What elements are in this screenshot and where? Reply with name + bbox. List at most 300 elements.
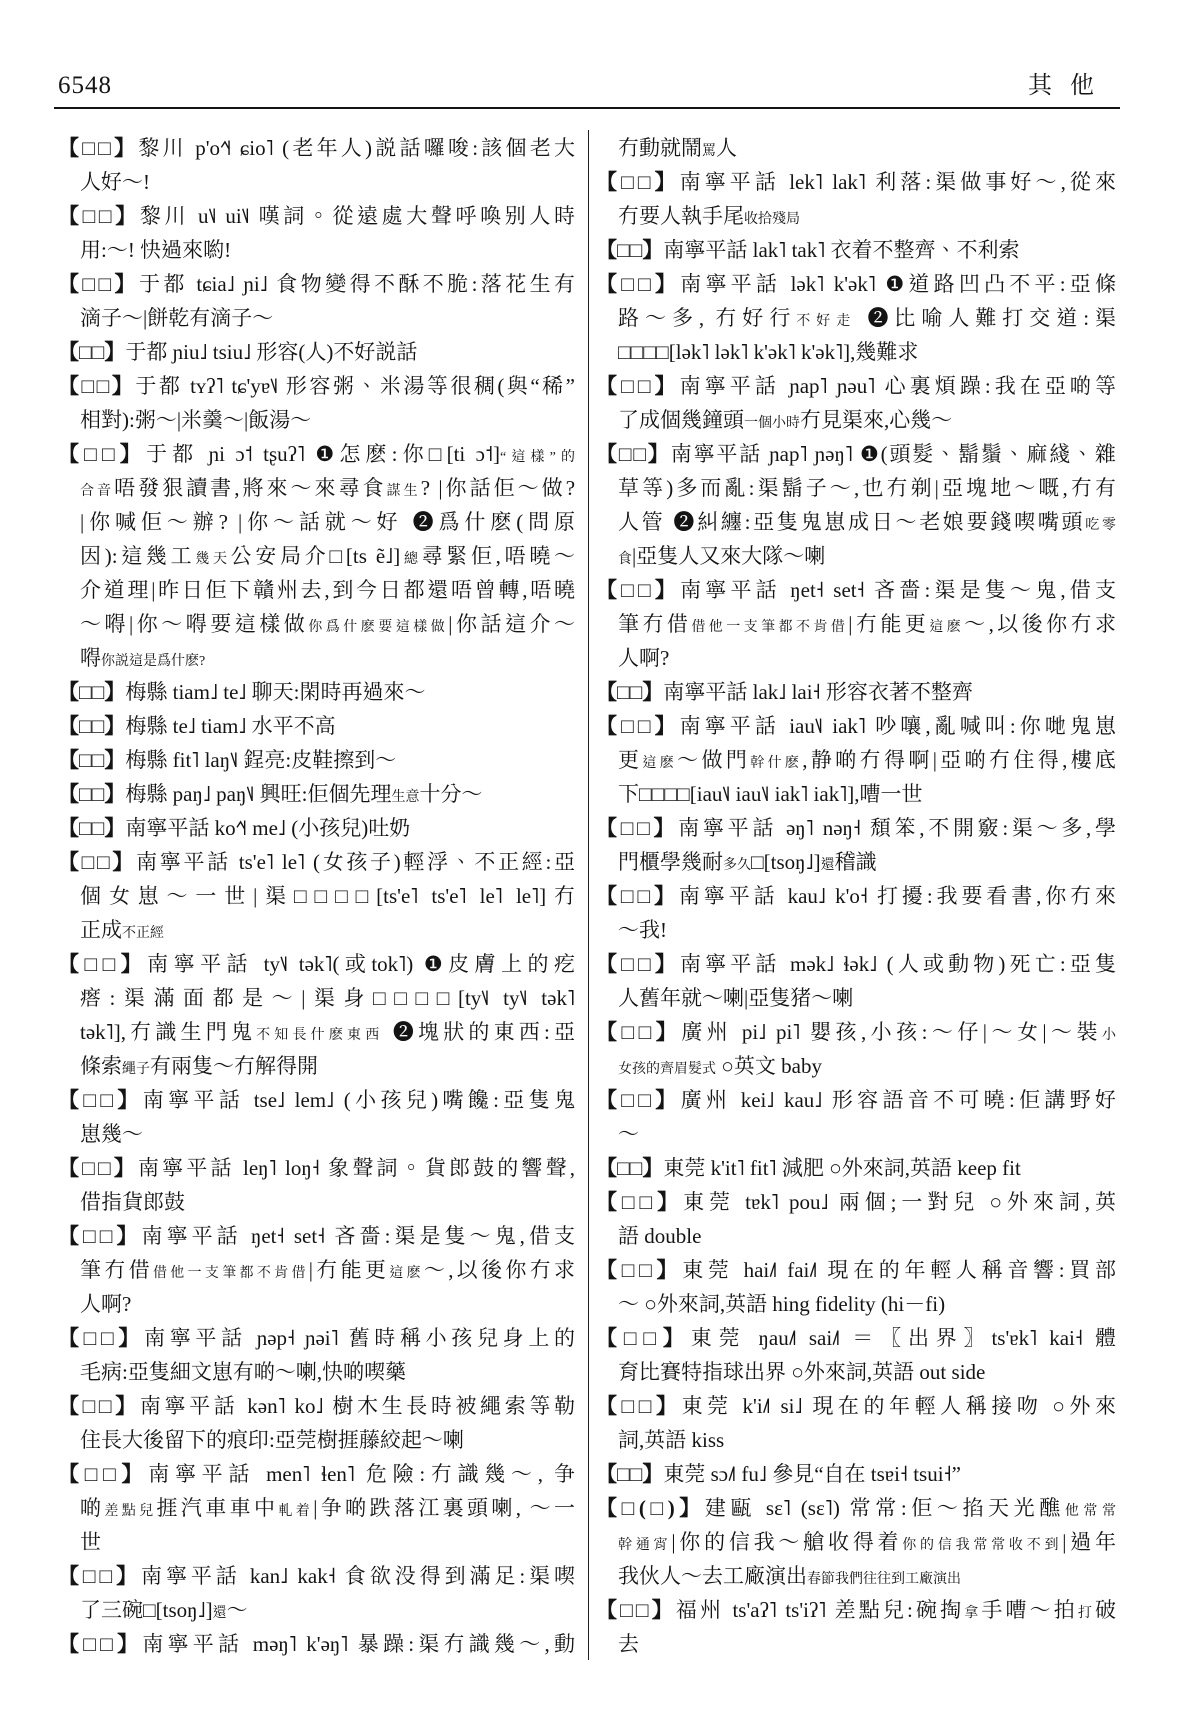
- entry-text: 世: [80, 1530, 101, 1554]
- entry-line: [58, 1321, 575, 1355]
- entry-text: 南寧平話 kən˥ ko˩ 樹木生長時被繩索等勒: [139, 1394, 575, 1418]
- entry-line: [58, 1559, 575, 1593]
- entry-text: |你喊佢～辦? |你～話就～好 ❷爲什麽(問原: [80, 510, 575, 534]
- right-column: [596, 131, 1116, 1661]
- entry-line: [596, 1049, 1116, 1083]
- inline-gloss: 吃零: [1085, 518, 1117, 533]
- entry-text: 相對):粥～|米羹～|飯湯～: [80, 408, 312, 432]
- dictionary-entry: [58, 369, 575, 437]
- inline-gloss: 差點兒: [104, 1504, 157, 1519]
- entry-headword: 【□□】: [596, 1598, 676, 1622]
- entry-text: 南寧平話 lak˥ tak˥ 衣着不整齊、不利索: [663, 238, 1020, 262]
- dictionary-entry: [596, 233, 1116, 267]
- entry-text: 東莞 k'it˥ fit˥ 減肥 ○外來詞,英語 keep fit: [663, 1156, 1021, 1180]
- dictionary-entry: [596, 1491, 1116, 1593]
- entry-text: |你話這介～: [448, 612, 575, 636]
- entry-text: 去: [618, 1632, 639, 1656]
- entry-line: [596, 641, 1116, 675]
- dictionary-entry: [596, 879, 1116, 947]
- entry-headword: 【□□】: [596, 1190, 684, 1214]
- entry-text: 公安局介□[ts ẽ˩]: [230, 544, 401, 568]
- dictionary-entry: [58, 709, 575, 743]
- inline-gloss: 小: [1102, 1028, 1116, 1043]
- entry-headword: 【□□】: [596, 272, 681, 296]
- entry-text: 手嘈～拍: [981, 1598, 1078, 1622]
- entry-line: [58, 845, 575, 879]
- entry-line: [596, 233, 1116, 267]
- inline-gloss: 一個小時: [744, 416, 800, 431]
- inline-gloss: 拿: [964, 1606, 982, 1621]
- entry-line: [58, 1015, 575, 1049]
- inline-gloss: 罵: [702, 144, 716, 159]
- inline-gloss: 他常常: [1064, 1504, 1116, 1519]
- entry-text: 南寧平話 iau˥˩ iak˥ 吵嚷,亂喊叫:你哋鬼崽: [679, 714, 1116, 738]
- entry-text: 滴子～|餅乾有滴子～: [80, 306, 274, 330]
- entry-headword: 【□□】: [596, 680, 664, 704]
- entry-line: [596, 1491, 1116, 1525]
- entry-text: ～ ○外來詞,英語 hing fidelity (hi－fi): [618, 1292, 946, 1316]
- entry-text: 南寧平話 leŋ˥ loŋ˧ 象聲詞。貨郎鼓的響聲,: [138, 1156, 575, 1180]
- entry-text: 人: [716, 136, 737, 160]
- entry-line: [596, 165, 1116, 199]
- entry-text: 東莞 ŋau˩˥ sai˩˥ ＝〖出界〗ts'ɐk˥ kai˧ 體: [690, 1326, 1116, 1350]
- entry-text: 尋緊佢,唔曉～: [421, 544, 576, 568]
- entry-text: ～嘚|你～嘚要這樣做: [80, 612, 309, 636]
- entry-text: 冇見渠來,心幾～: [800, 408, 953, 432]
- entry-text: 廣州 kei˩ kau˩ 形容語音不可曉:佢講野好: [680, 1088, 1117, 1112]
- entry-line: [58, 811, 575, 845]
- entry-text: 東莞 hai˩˥ fai˩˥ 現在的年輕人稱音響:買部: [682, 1258, 1116, 1282]
- entry-text: 南寧平話 ŋet˧ set˧ 吝嗇:渠是隻～鬼,借支: [680, 578, 1116, 602]
- entry-headword: 【□□】: [58, 136, 139, 160]
- entry-text: 南寧平話 kan˩ kak˧ 食欲没得到滿足:渠喫: [141, 1564, 575, 1588]
- entry-line: [58, 131, 575, 165]
- entry-text: 育比賽特指球出界 ○外來詞,英語 out side: [618, 1360, 986, 1384]
- dictionary-entry: [58, 1151, 575, 1219]
- dictionary-entry: [596, 1083, 1116, 1151]
- entry-headword: 【□□】: [596, 884, 679, 908]
- entry-text: 黎川 p'o˧˥˧ ɕio˥ (老年人)説話囉唆:該個老大: [138, 136, 575, 160]
- entry-line: [58, 301, 575, 335]
- entry-text: 稽識: [834, 850, 877, 874]
- entry-text: ～,以後你冇求: [964, 612, 1117, 636]
- entry-text: 個女崽～一世|渠□□□□[ts'e˥ ts'e˥ le˥ le˥]冇: [80, 884, 575, 908]
- header-rule: [54, 107, 1120, 109]
- entry-headword: 【□□】: [58, 1224, 142, 1248]
- entry-line: [58, 1049, 575, 1083]
- entry-line: [596, 675, 1116, 709]
- entry-line: [58, 1491, 575, 1525]
- dictionary-entry: [596, 1389, 1116, 1457]
- entry-text: 南寧平話 ɲəp˧ ɲəi˥ 舊時稱小孩兒身上的: [144, 1326, 575, 1350]
- entry-line: [58, 947, 575, 981]
- dictionary-entry: [596, 267, 1116, 369]
- entry-line: [58, 1355, 575, 1389]
- entry-line: [596, 1457, 1116, 1491]
- dictionary-entry: [596, 1185, 1116, 1253]
- entry-headword: 【□□】: [596, 442, 671, 466]
- entry-line: [58, 1219, 575, 1253]
- dictionary-entry: [58, 335, 575, 369]
- entry-line: [596, 1083, 1116, 1117]
- entry-text: 人好～!: [80, 170, 150, 194]
- dictionary-entry: [58, 1083, 575, 1151]
- entry-text: ? |你話佢～做?: [420, 476, 576, 500]
- entry-headword: 【□□】: [58, 340, 126, 364]
- entry-text: 破: [1095, 1598, 1116, 1622]
- inline-gloss: 幹通宵: [618, 1538, 672, 1553]
- entry-line: [58, 471, 575, 505]
- entry-headword: 【□□】: [58, 1088, 143, 1112]
- entry-text: 瘩:渠滿面都是～|渠身□□□□[ty˥˩ ty˥˩ tək˥: [80, 986, 575, 1010]
- entry-text: 梅縣 te˩ tiam˩ 水平不高: [125, 714, 336, 738]
- entry-text: 于都 tʏʔ˥ tɕ'yɐ˥˩ 形容粥、米湯等很稠(與“稀”: [135, 374, 575, 398]
- entry-headword: 【□□】: [596, 952, 680, 976]
- entry-text: 于都 ɲiu˩ tsiu˩ 形容(人)不好説話: [125, 340, 418, 364]
- entry-line: [596, 709, 1116, 743]
- inline-gloss: 軋着: [278, 1504, 314, 1519]
- entry-line: [596, 301, 1116, 335]
- entry-headword: 【□□】: [596, 1258, 683, 1282]
- entry-line: [58, 199, 575, 233]
- entry-line: [596, 913, 1116, 947]
- entry-line: [596, 335, 1116, 369]
- entry-line: [58, 1525, 575, 1559]
- entry-text: □□□□[lək˥ lək˥ k'ək˥ k'ək˥],幾難求: [618, 340, 919, 364]
- entry-headword: 【□□】: [58, 680, 126, 704]
- entry-line: [596, 811, 1116, 845]
- entry-text: 黎川 u˥˩ ui˥˩ 嘆詞。從遠處大聲呼喚别人時: [139, 204, 575, 228]
- inline-gloss: 你説這是爲什麽?: [101, 654, 206, 669]
- inline-gloss: 幹什麽: [750, 756, 803, 771]
- inline-gloss: 打: [1077, 1606, 1095, 1621]
- entry-headword: 【□□】: [596, 1020, 682, 1044]
- entry-line: [58, 403, 575, 437]
- entry-text: 南寧平話 lek˥ lak˥ 利落:渠做事好～,從來: [679, 170, 1116, 194]
- dictionary-entry: [58, 675, 575, 709]
- inline-gloss: 不好走: [796, 314, 857, 329]
- column-divider: [588, 130, 589, 1660]
- entry-text: ～: [226, 1598, 248, 1622]
- entry-headword: 【□□】: [58, 272, 139, 296]
- entry-text: 借指貨郎鼓: [80, 1190, 185, 1214]
- dictionary-entry: [58, 131, 575, 199]
- entry-line: [58, 505, 575, 539]
- entry-text: 有兩隻～冇解得開: [150, 1054, 318, 1078]
- inline-gloss: 還: [212, 1606, 227, 1621]
- entry-headword: 【□□】: [58, 204, 140, 228]
- entry-text: 毛病:亞隻細文崽有啲～喇,快啲喫藥: [80, 1360, 407, 1384]
- dictionary-entry: [58, 1219, 575, 1321]
- entry-line: [596, 1117, 1116, 1151]
- entry-line: [596, 1321, 1116, 1355]
- entry-headword: 【□□】: [596, 170, 680, 194]
- entry-text: 了成個幾鐘頭: [618, 408, 744, 432]
- entry-text: 介道理|昨日佢下贛州去,到今日都還唔曾轉,唔曉: [80, 578, 575, 602]
- entry-text: 南寧平話 məŋ˥ k'əŋ˥ 暴躁:渠冇識幾～,動: [142, 1632, 575, 1656]
- entry-text: 南寧平話 lək˥ k'ək˥ ❶道路凹凸不平:亞條: [680, 272, 1116, 296]
- entry-line: [596, 1593, 1116, 1627]
- entry-text: 人舊年就～喇|亞隻猪～喇: [618, 986, 854, 1010]
- entry-line: [58, 1287, 575, 1321]
- entry-line: [596, 777, 1116, 811]
- entry-line: [596, 743, 1116, 777]
- entry-line: [596, 1185, 1116, 1219]
- entry-text: |冇能更: [308, 1258, 390, 1282]
- dictionary-entry: [596, 1015, 1116, 1083]
- dictionary-entry: [596, 1321, 1116, 1389]
- entry-headword: 【□□】: [596, 1156, 664, 1180]
- entry-text: 筆冇借: [80, 1258, 153, 1282]
- entry-line: [596, 539, 1116, 573]
- entry-line: [58, 267, 575, 301]
- entry-line: [596, 267, 1116, 301]
- entry-text: 人管 ❷糾纏:亞隻鬼崽成日～老娘要錢喫嘴頭: [618, 510, 1086, 534]
- entry-line: [596, 437, 1116, 471]
- entry-line: [596, 131, 1116, 165]
- entry-text: ❷比喻人難打交道:渠: [856, 306, 1117, 330]
- entry-text: 梅縣 tiam˩ te˩ 聊天:閑時再過來～: [125, 680, 426, 704]
- entry-text: 嘚: [80, 646, 101, 670]
- entry-text: 南寧平話 mək˩ ɬək˩ (人或動物)死亡:亞隻: [679, 952, 1116, 976]
- entry-line: [596, 505, 1116, 539]
- entry-text: 南寧平話 tse˩ lem˩ (小孩兒)嘴饞:亞隻鬼: [142, 1088, 575, 1112]
- dictionary-entry: [596, 573, 1116, 675]
- dictionary-entry: [58, 1457, 575, 1559]
- dictionary-entry: [596, 437, 1116, 573]
- entry-line: [58, 607, 575, 641]
- entry-text: 東莞 sɔ˩˥ fu˩ 參見“自在 tsɐi˧ tsui˧”: [663, 1462, 961, 1486]
- entry-text: 條索: [80, 1054, 122, 1078]
- entry-line: [58, 437, 575, 471]
- left-column: [58, 131, 575, 1661]
- entry-text: |冇能更: [848, 612, 930, 636]
- dictionary-entry: [596, 675, 1116, 709]
- entry-headword: 【□□】: [596, 1462, 664, 1486]
- entry-headword: 【□□】: [58, 1462, 149, 1486]
- entry-headword: 【□(□)】: [596, 1496, 705, 1520]
- entry-line: [596, 845, 1116, 879]
- inline-gloss: 食: [618, 552, 632, 567]
- entry-headword: 【□□】: [58, 1564, 142, 1588]
- entry-text: ～: [618, 1122, 639, 1146]
- dictionary-entry: [596, 1253, 1116, 1321]
- entry-line: [596, 1253, 1116, 1287]
- inline-gloss: 收拾殘局: [744, 212, 800, 227]
- inline-gloss: 借他一支筆都不肯借: [691, 620, 849, 635]
- entry-text: 南寧平話 ɲap˥ ɲəŋ˥ ❶(頭髮、鬍鬚、麻綫、雜: [670, 442, 1116, 466]
- entry-line: [596, 471, 1116, 505]
- entry-headword: 【□□】: [58, 714, 126, 738]
- entry-text: 廣州 pi˩ pi˥ 嬰孩,小孩:～仔|～女|～裝: [681, 1020, 1102, 1044]
- entry-text: 唔發狠讀書,將來～來尋食: [114, 476, 387, 500]
- entry-line: [58, 165, 575, 199]
- entry-line: [58, 1457, 575, 1491]
- entry-line: [58, 1083, 575, 1117]
- entry-text: 十分～: [419, 782, 483, 806]
- inline-gloss: 幾天: [195, 552, 231, 567]
- entry-line: [58, 369, 575, 403]
- dictionary-entry: [596, 1457, 1116, 1491]
- entry-line: [58, 1151, 575, 1185]
- entry-headword: 【□□】: [58, 782, 126, 806]
- entry-headword: 【□□】: [58, 374, 136, 398]
- inline-gloss: 合音: [80, 484, 115, 499]
- entry-text: tək˥],冇識生門鬼: [80, 1020, 257, 1044]
- entry-line: [58, 675, 575, 709]
- entry-headword: 【□□】: [58, 748, 126, 772]
- entry-text: ○英文 baby: [716, 1054, 823, 1078]
- entry-line: [58, 335, 575, 369]
- entry-line: [596, 607, 1116, 641]
- dictionary-entry: [596, 1151, 1116, 1185]
- entry-headword: 【□□】: [596, 714, 680, 738]
- entry-line: [58, 539, 575, 573]
- entry-headword: 【□□】: [596, 1088, 681, 1112]
- entry-text: |你的信我～艙收得着: [671, 1530, 903, 1554]
- entry-line: [596, 1151, 1116, 1185]
- entry-text: 南寧平話 ɲap˥ ɲəu˥ 心裏煩躁:我在亞啲等: [679, 374, 1116, 398]
- entry-line: [596, 981, 1116, 1015]
- entry-text: ,静啲冇得啊|亞啲冇住得,樓底: [802, 748, 1117, 772]
- dictionary-entry: [58, 1559, 575, 1627]
- entry-line: [596, 403, 1116, 437]
- entry-line: [58, 233, 575, 267]
- entry-line: [58, 879, 575, 913]
- dictionary-entry: [596, 1593, 1116, 1661]
- entry-text: 于都 tɕia˩ ɲi˩ 食物變得不酥不脆:落花生有: [138, 272, 575, 296]
- entry-text: ～做門: [677, 748, 751, 772]
- entry-text: □[tsoŋ˩]: [751, 850, 821, 874]
- entry-line: [58, 573, 575, 607]
- entry-headword: 【□□】: [58, 816, 126, 840]
- entry-text: 南寧平話 əŋ˥ nəŋ˧ 頹笨,不開竅:渠～多,學: [678, 816, 1117, 840]
- entry-headword: 【□□】: [596, 1326, 691, 1350]
- entry-text: 更: [618, 748, 643, 772]
- inline-gloss: 繩子: [122, 1062, 150, 1077]
- entry-line: [58, 913, 575, 947]
- entry-headword: 【□□】: [58, 1156, 138, 1180]
- entry-headword: 【□□】: [596, 816, 679, 840]
- entry-text: 南寧平話 men˥ ɬen˥ 危險:冇識幾～, 争: [148, 1462, 575, 1486]
- entry-text: 東莞 tɐk˥ pou˩ 兩個;一對兒 ○外來詞,英: [683, 1190, 1116, 1214]
- entry-text: 建甌 sɛ˥ (sɛ˥) 常常:佢～掐天光醮: [704, 1496, 1065, 1520]
- entry-headword: 【□□】: [596, 238, 664, 262]
- entry-headword: 【□□】: [58, 1394, 140, 1418]
- dictionary-entry: [58, 1627, 575, 1661]
- entry-text: 草等)多而亂:渠鬍子～,也冇剃|亞塊地～嘅,冇有: [618, 476, 1116, 500]
- entry-text: 正成: [80, 918, 122, 942]
- inline-gloss: 你的信我常常收不到: [902, 1538, 1063, 1553]
- entry-line: [58, 1185, 575, 1219]
- entry-headword: 【□□】: [58, 1326, 145, 1350]
- dictionary-entry: [58, 811, 575, 845]
- inline-gloss: 生意: [391, 790, 420, 805]
- entry-line: [596, 199, 1116, 233]
- dictionary-entry: [58, 1389, 575, 1457]
- inline-gloss: 不知長什麽東西: [256, 1028, 384, 1043]
- dictionary-entry: [596, 811, 1116, 879]
- entry-text: ～,以後你冇求: [423, 1258, 576, 1282]
- entry-headword: 【□□】: [596, 578, 681, 602]
- entry-line: [596, 1627, 1116, 1661]
- inline-gloss: 你爲什麽要這樣做: [308, 620, 449, 635]
- entry-text: |亞隻人又來大隊～喇: [632, 544, 826, 568]
- entry-headword: 【□□】: [58, 952, 148, 976]
- entry-text: ❷塊狀的東西:亞: [383, 1020, 576, 1044]
- entry-line: [58, 981, 575, 1015]
- entry-line: [58, 641, 575, 675]
- inline-gloss: 春節我們往往到工廠演出: [807, 1572, 961, 1587]
- entry-text: 門櫃學幾耐: [618, 850, 723, 874]
- dictionary-entry: [58, 777, 575, 811]
- entry-line: [58, 1627, 575, 1661]
- inline-gloss: 多久: [723, 858, 751, 873]
- dictionary-entry: [58, 199, 575, 267]
- dictionary-entry: [596, 369, 1116, 437]
- entry-text: 于都 ɲi ɔ˦ tʂuʔ˥ ❶怎麽:你□[ti ɔ˦]: [145, 442, 500, 466]
- entry-headword: 【□□】: [596, 1394, 682, 1418]
- entry-text: 下□□□□[iau˥˩ iau˥˩ iak˥ iak˥],嘈一世: [618, 782, 923, 806]
- entry-text: 人啊?: [618, 646, 670, 670]
- entry-text: 啲: [80, 1496, 105, 1520]
- entry-line: [58, 709, 575, 743]
- entry-text: 南寧平話 ts'e˥ le˥ (女孩子)輕浮、不正經:亞: [136, 850, 575, 874]
- entry-text: 南寧平話 ko˧˥˧ me˩ (小孩兒)吐奶: [125, 816, 411, 840]
- entry-line: [596, 1389, 1116, 1423]
- inline-gloss: 還: [820, 858, 835, 873]
- entry-headword: 【□□】: [58, 850, 137, 874]
- entry-line: [596, 1287, 1116, 1321]
- entry-text: 南寧平話 kau˩ k'o˧ 打擾:我要看書,你冇來: [678, 884, 1116, 908]
- entry-text: 用:～! 快過來喲!: [80, 238, 232, 262]
- dictionary-entry: [58, 267, 575, 335]
- entry-line: [596, 1355, 1116, 1389]
- inline-gloss: 這麽: [642, 756, 678, 771]
- entry-line: [58, 1593, 575, 1627]
- entry-text: 捱汽車車中: [156, 1496, 279, 1520]
- dictionary-entry: [58, 947, 575, 1083]
- dictionary-entry: [58, 743, 575, 777]
- entry-text: 人啊?: [80, 1292, 132, 1316]
- entry-text: 崽幾～: [80, 1122, 143, 1146]
- entry-text: 因):這幾工: [80, 544, 196, 568]
- entry-text: |過年: [1062, 1530, 1117, 1554]
- entry-headword: 【□□】: [58, 442, 146, 466]
- page-number: 6548: [58, 72, 112, 99]
- entry-text: 東莞 k'i˩˥ si˩ 現在的年輕人稱接吻 ○外來: [681, 1394, 1116, 1418]
- entry-text: 南寧平話 ty˥˩ tək˥(或tok˥) ❶皮膚上的疙: [147, 952, 575, 976]
- entry-text: 了三碗□[tsoŋ˩]: [80, 1598, 213, 1622]
- entry-line: [596, 1525, 1116, 1559]
- entry-line: [596, 879, 1116, 913]
- entry-text: 我伙人～去工廠演出: [618, 1564, 807, 1588]
- entry-line: [58, 1423, 575, 1457]
- inline-gloss: 女孩的齊眉髮式: [618, 1062, 716, 1077]
- entry-line: [58, 1117, 575, 1151]
- entry-line: [58, 1389, 575, 1423]
- section-title: 其 他: [1028, 73, 1100, 99]
- entry-line: [58, 777, 575, 811]
- entry-text: 福州 ts'aʔ˥ ts'iʔ˥ 差點兒:碗掏: [675, 1598, 965, 1622]
- inline-gloss: 這麽: [389, 1266, 424, 1281]
- dictionary-entry: [596, 947, 1116, 1015]
- entry-line: [596, 1219, 1116, 1253]
- entry-line: [596, 573, 1116, 607]
- dictionary-entry: [596, 165, 1116, 233]
- entry-text: 路～多, 冇好行: [618, 306, 797, 330]
- entry-line: [596, 369, 1116, 403]
